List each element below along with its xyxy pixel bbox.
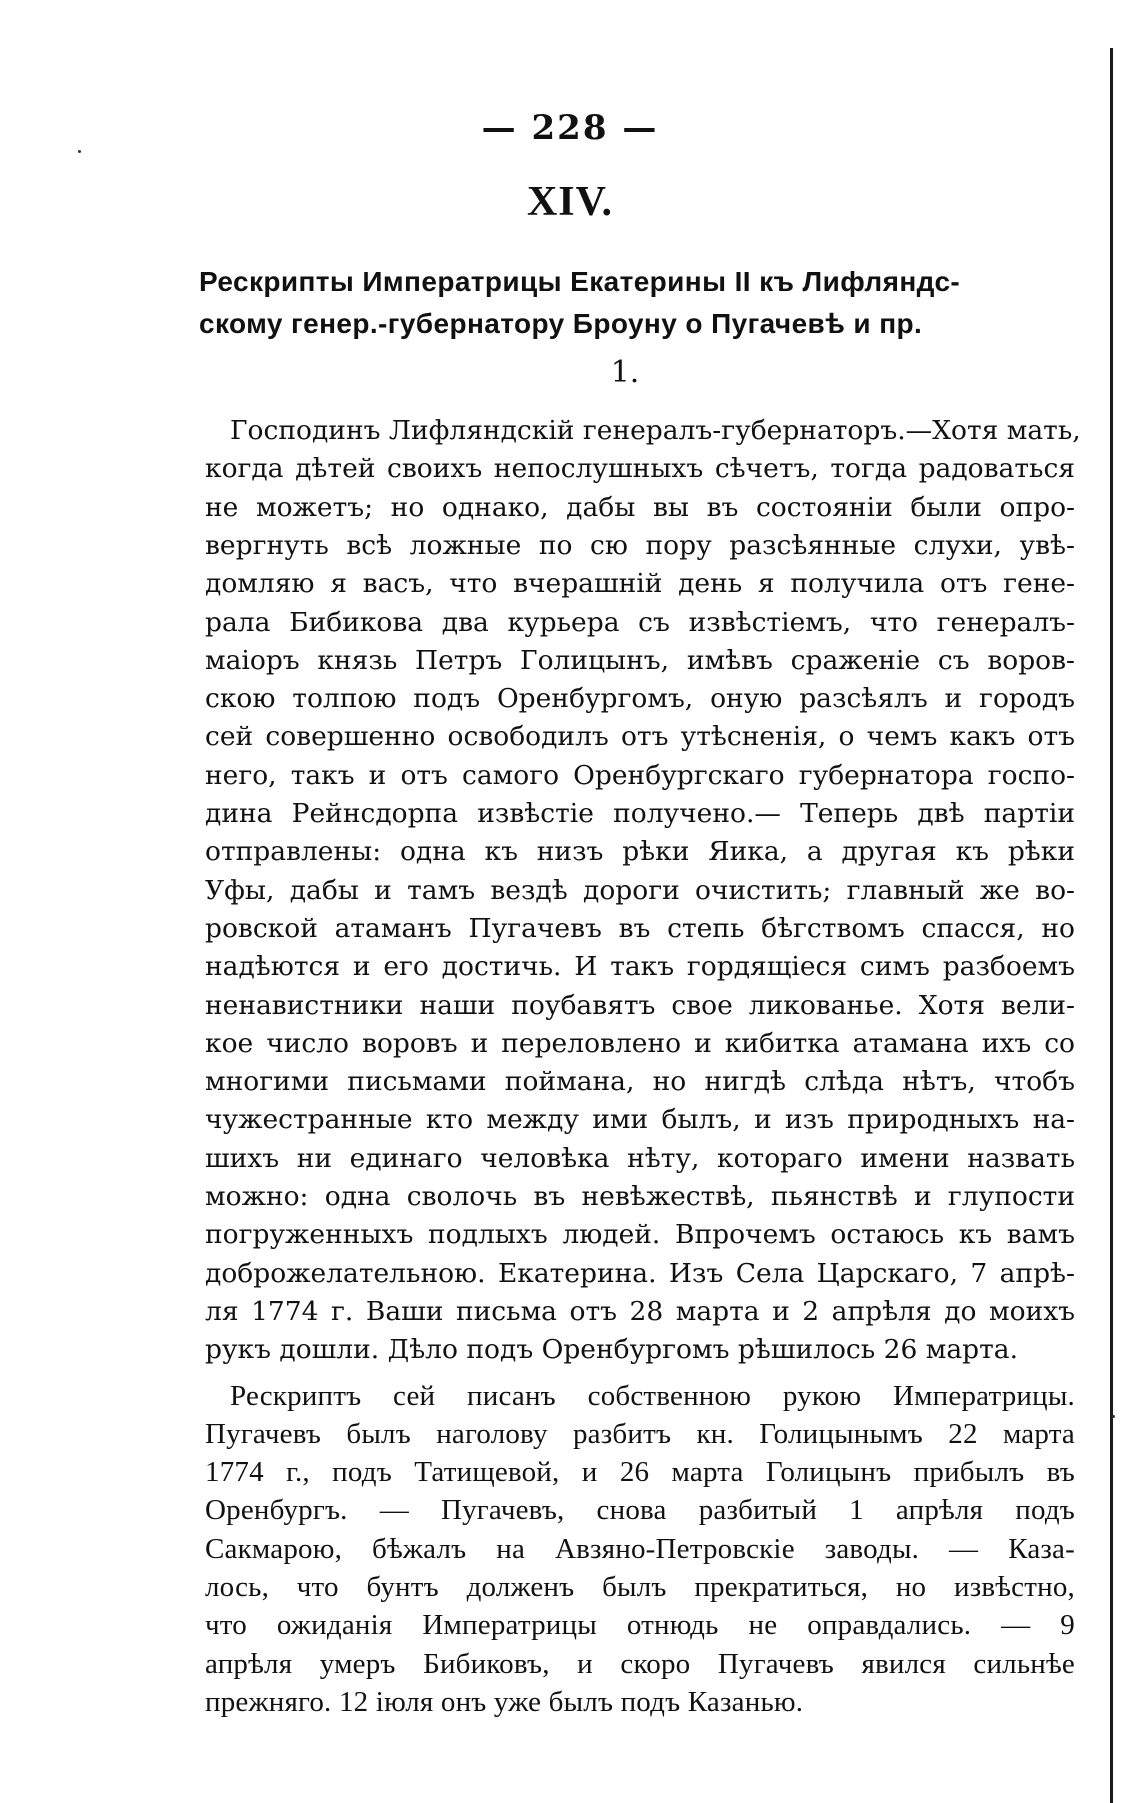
letter-line: рала Бибикова два курьера съ извѣстіемъ, что генералъ-: [205, 607, 1075, 638]
letter-line: шихъ ни единаго человѣка нѣту, котораго имени назвать: [205, 1143, 1075, 1174]
section-numeral: XIV.: [526, 179, 614, 225]
print-speck: [1112, 1415, 1115, 1418]
letter-line: отправлены: одна къ низъ рѣки Яика, а другая къ рѣки: [205, 836, 1075, 867]
letter-line: сей совершенно освободилъ отъ утѣсненія, о чемъ какъ отъ: [205, 721, 1075, 752]
letter-line: доброжелательною. Екатерина. Изъ Села Царскаго, 7 апрѣ-: [205, 1258, 1075, 1289]
letter-line: ля 1774 г. Ваши письма отъ 28 марта и 2 апрѣля до моихъ: [205, 1296, 1075, 1327]
letter-line: домляю я васъ, что вчерашній день я получила отъ гене-: [205, 568, 1075, 599]
note-line: прежняго. 12 іюля онъ уже былъ подъ Казанью.: [205, 1686, 804, 1718]
note-line: Пугачевъ былъ наголову разбитъ кн. Голицынымъ 22 марта: [205, 1418, 1075, 1450]
print-speck: [78, 150, 81, 153]
note-line: апрѣля умеръ Бибиковъ, и скоро Пугачевъ явился сильнѣе: [205, 1648, 1075, 1680]
letter-line: чужестранные кто между ими былъ, и изъ природныхъ на-: [205, 1104, 1075, 1135]
letter-line: маіоръ князь Петръ Голицынъ, имѣвъ сраженіе съ воров-: [205, 645, 1075, 676]
heading-line: скому генер.-губернатору Броуну о Пугачевѣ и пр.: [199, 308, 923, 339]
note-line: Рескриптъ сей писанъ собственною рукою Императрицы.: [230, 1380, 1075, 1412]
note-line: Сакмарою, бѣжалъ на Авзяно-Петровскіе заводы. — Каза-: [205, 1533, 1075, 1565]
letter-line: Господинъ Лифляндскій генералъ-губернаторъ.—Хотя мать,: [230, 415, 1081, 446]
letter-line: дина Рейнсдорпа извѣстіе получено.— Теперь двѣ партіи: [205, 798, 1075, 829]
letter-line: ровской атаманъ Пугачевъ въ степь бѣгствомъ спасся, но: [205, 913, 1075, 944]
letter-line: вергнуть всѣ ложные по сю пору разсѣянные слухи, увѣ-: [205, 530, 1075, 561]
letter-line: скою толпою подъ Оренбургомъ, оную разсѣялъ и городъ: [205, 683, 1075, 714]
note-line: что ожиданія Императрицы отнюдь не оправдались. — 9: [205, 1609, 1075, 1641]
heading-line: Рескрипты Императрицы Екатерины II къ Лифляндс-: [199, 266, 961, 297]
letter-line: ненавистники наши поубавятъ свое ликованье. Хотя вели-: [205, 990, 1075, 1021]
document-number: 1.: [610, 355, 640, 390]
note-line: Оренбургъ. — Пугачевъ, снова разбитый 1 апрѣля подъ: [205, 1494, 1075, 1526]
page-edge-rule: [1110, 48, 1113, 1803]
letter-line: кое число воровъ и переловлено и кибитка атамана ихъ со: [205, 1028, 1075, 1059]
letter-line: погруженныхъ подлыхъ людей. Впрочемъ остаюсь къ вамъ: [205, 1219, 1075, 1250]
letter-line: него, такъ и отъ самого Оренбургскаго губернатора госпо-: [205, 760, 1075, 791]
letter-line: Уфы, дабы и тамъ вездѣ дороги очистить; главный же во-: [205, 875, 1075, 906]
letter-line: когда дѣтей своихъ непослушныхъ сѣчетъ, тогда радоваться: [205, 453, 1075, 484]
letter-line: не можетъ; но однако, дабы вы въ состояніи были опро-: [205, 492, 1075, 523]
note-line: лось, что бунтъ долженъ былъ прекратиться, но извѣстно,: [205, 1571, 1075, 1603]
note-line: 1774 г., подъ Татищевой, и 26 марта Голицынъ прибылъ въ: [205, 1456, 1075, 1488]
page-number: — 228 —: [481, 108, 659, 148]
letter-line: надѣются и его достичь. И такъ гордящіеся симъ разбоемъ: [205, 951, 1075, 982]
letter-line: можно: одна сволочь въ невѣжествѣ, пьянствѣ и глупости: [205, 1181, 1075, 1212]
letter-line: многими письмами поймана, но нигдѣ слѣда нѣтъ, чтобъ: [205, 1066, 1075, 1097]
letter-line: рукъ дошли. Дѣло подъ Оренбургомъ рѣшилось 26 марта.: [205, 1334, 1019, 1365]
